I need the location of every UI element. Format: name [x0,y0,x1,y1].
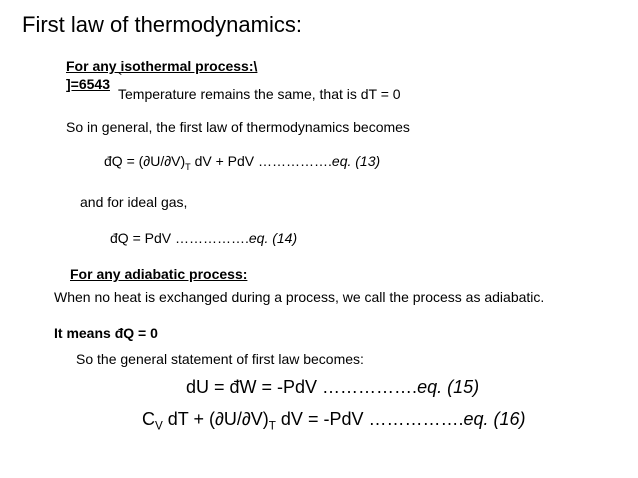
eq16-rhs: dV = -PdV ……………. [275,409,464,429]
general-line: So in general, the first law of thermodynamics becomes [66,119,410,135]
eq16-mid-subscript: T [268,419,276,433]
eq15-tag: eq. (15) [417,377,480,397]
equation-13 [104,153,381,172]
isothermal-heading: For any isothermal process:\ [66,58,258,74]
means-line: It means đQ = 0 [54,325,158,341]
adiabatic-definition: When no heat is exchanged during a process, we call the process as adiabatic. [54,289,545,305]
eq13-subscript: T [185,161,191,172]
stray-label: ]=6543 [66,76,110,92]
equation-16 [142,409,526,433]
adiabatic-heading: For any adiabatic process: [70,266,248,282]
ideal-gas-line: and for ideal gas, [80,194,188,210]
equation-15 [186,377,479,398]
eq16-mid: dT + (∂U/∂V) [162,409,269,429]
general-statement: So the general statement of first law becomes: [76,351,364,367]
page-title: First law of thermodynamics: [22,12,302,37]
eq13-lhs: đQ = (∂U/∂V) [104,153,186,169]
eq15-text: dU = đW = -PdV ……………. [186,377,418,397]
eq13-rhs: dV + PdV ……………. [190,153,332,169]
eq13-tag: eq. (13) [331,153,381,169]
equation-14 [110,230,297,246]
temperature-line: Temperature remains the same, that is dT = 0 [118,86,401,102]
eq14-tag: eq. (14) [248,230,298,246]
eq14-lhs: đQ = PdV ……………. [110,230,249,246]
eq16-c: C [142,409,155,429]
stray-mark: ` [118,70,123,86]
eq16-tag: eq. (16) [463,409,526,429]
eq16-c-subscript: V [155,419,163,433]
